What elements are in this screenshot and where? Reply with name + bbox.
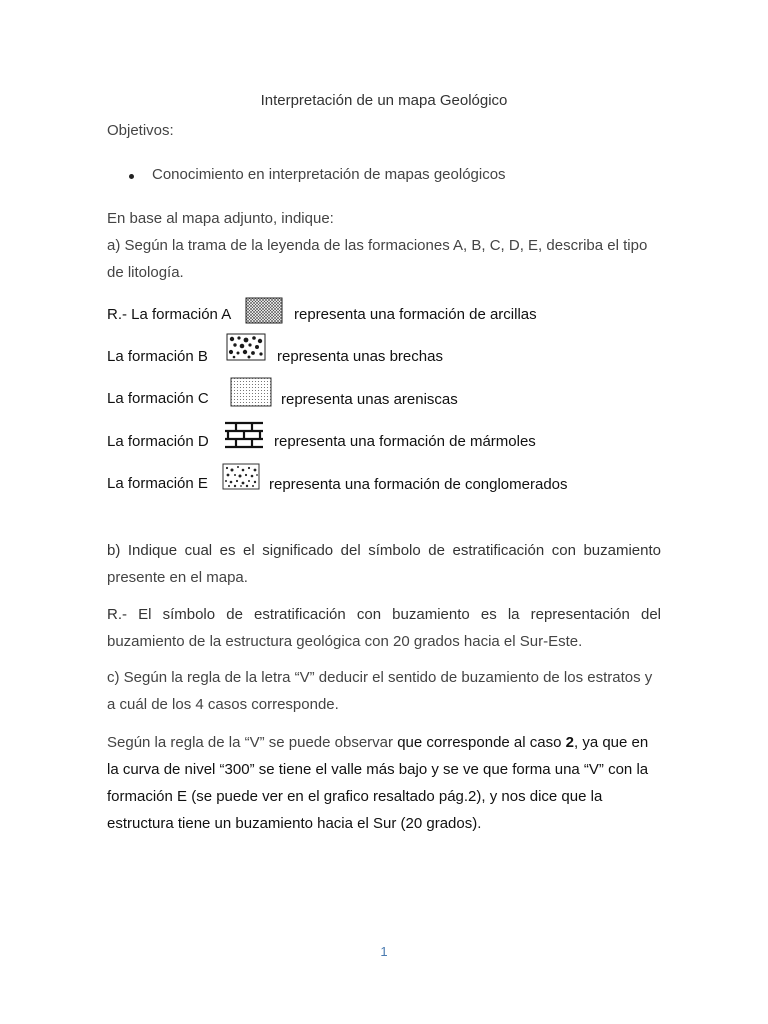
- sandstone-pattern-icon: [230, 377, 272, 407]
- question-a-line2: de litología.: [107, 264, 184, 281]
- question-a-line1: a) Según la trama de la leyenda de las formaciones A, B, C, D, E, describa el tipo: [107, 237, 648, 254]
- answer-c-line4: estructura tiene un buzamiento hacia el Sur (20 grados).: [107, 815, 482, 832]
- formation-d-label: La formación D: [107, 433, 209, 450]
- answer-c-line1-part3: , ya que en: [573, 734, 649, 751]
- formation-c-description: representa unas areniscas: [281, 391, 458, 408]
- bullet-icon: [129, 174, 134, 179]
- answer-c-case-number: 2: [565, 734, 574, 751]
- marble-pattern-icon: [224, 420, 264, 450]
- document-title: Interpretación de un mapa Geológico: [260, 92, 508, 109]
- formation-d-description: representa una formación de mármoles: [274, 433, 536, 450]
- objectives-heading: Objetivos:: [107, 122, 174, 139]
- question-c-line1: c) Según la regla de la letra “V” deducir el sentido de buzamiento de los estratos y: [107, 669, 653, 686]
- question-b-line1: b) Indique cual es el significado del símbolo de estratificación con buzamiento: [107, 542, 661, 559]
- answer-c-line1-part1: Según la regla de la “V” se puede observar: [107, 734, 398, 751]
- answer-b-line1: R.- El símbolo de estratificación con buzamiento es la representación del: [107, 606, 661, 623]
- question-c-line2: a cuál de los 4 casos corresponde.: [107, 696, 339, 713]
- question-b-line2: presente en el mapa.: [107, 569, 248, 586]
- intro-text: En base al mapa adjunto, indique:: [107, 210, 334, 227]
- answer-c-line2: la curva de nivel “300” se tiene el valle más bajo y se ve que forma una “V” con la: [107, 761, 649, 778]
- answer-c-line1: [107, 734, 648, 751]
- clay-pattern-icon: [245, 297, 283, 324]
- answer-c-line3: formación E (se puede ver en el grafico resaltado pág.2), y nos dice que la: [107, 788, 603, 805]
- answer-b-line2: buzamiento de la estructura geológica con 20 grados hacia el Sur-Este.: [107, 633, 583, 650]
- formation-b-description: representa unas brechas: [277, 348, 443, 365]
- formation-b-label: La formación B: [107, 348, 208, 365]
- page-number: 1: [380, 944, 388, 959]
- answer-c-line1-part2: que corresponde al caso: [397, 734, 566, 751]
- conglomerate-pattern-icon: [222, 463, 260, 490]
- objective-item: Conocimiento en interpretación de mapas geológicos: [152, 166, 506, 183]
- formation-c-label: La formación C: [107, 390, 209, 407]
- formation-e-description: representa una formación de conglomerados: [269, 476, 568, 493]
- formation-a-label: R.- La formación A: [107, 306, 232, 323]
- formation-e-label: La formación E: [107, 475, 208, 492]
- breccia-pattern-icon: [226, 333, 266, 361]
- formation-a-description: representa una formación de arcillas: [294, 306, 537, 323]
